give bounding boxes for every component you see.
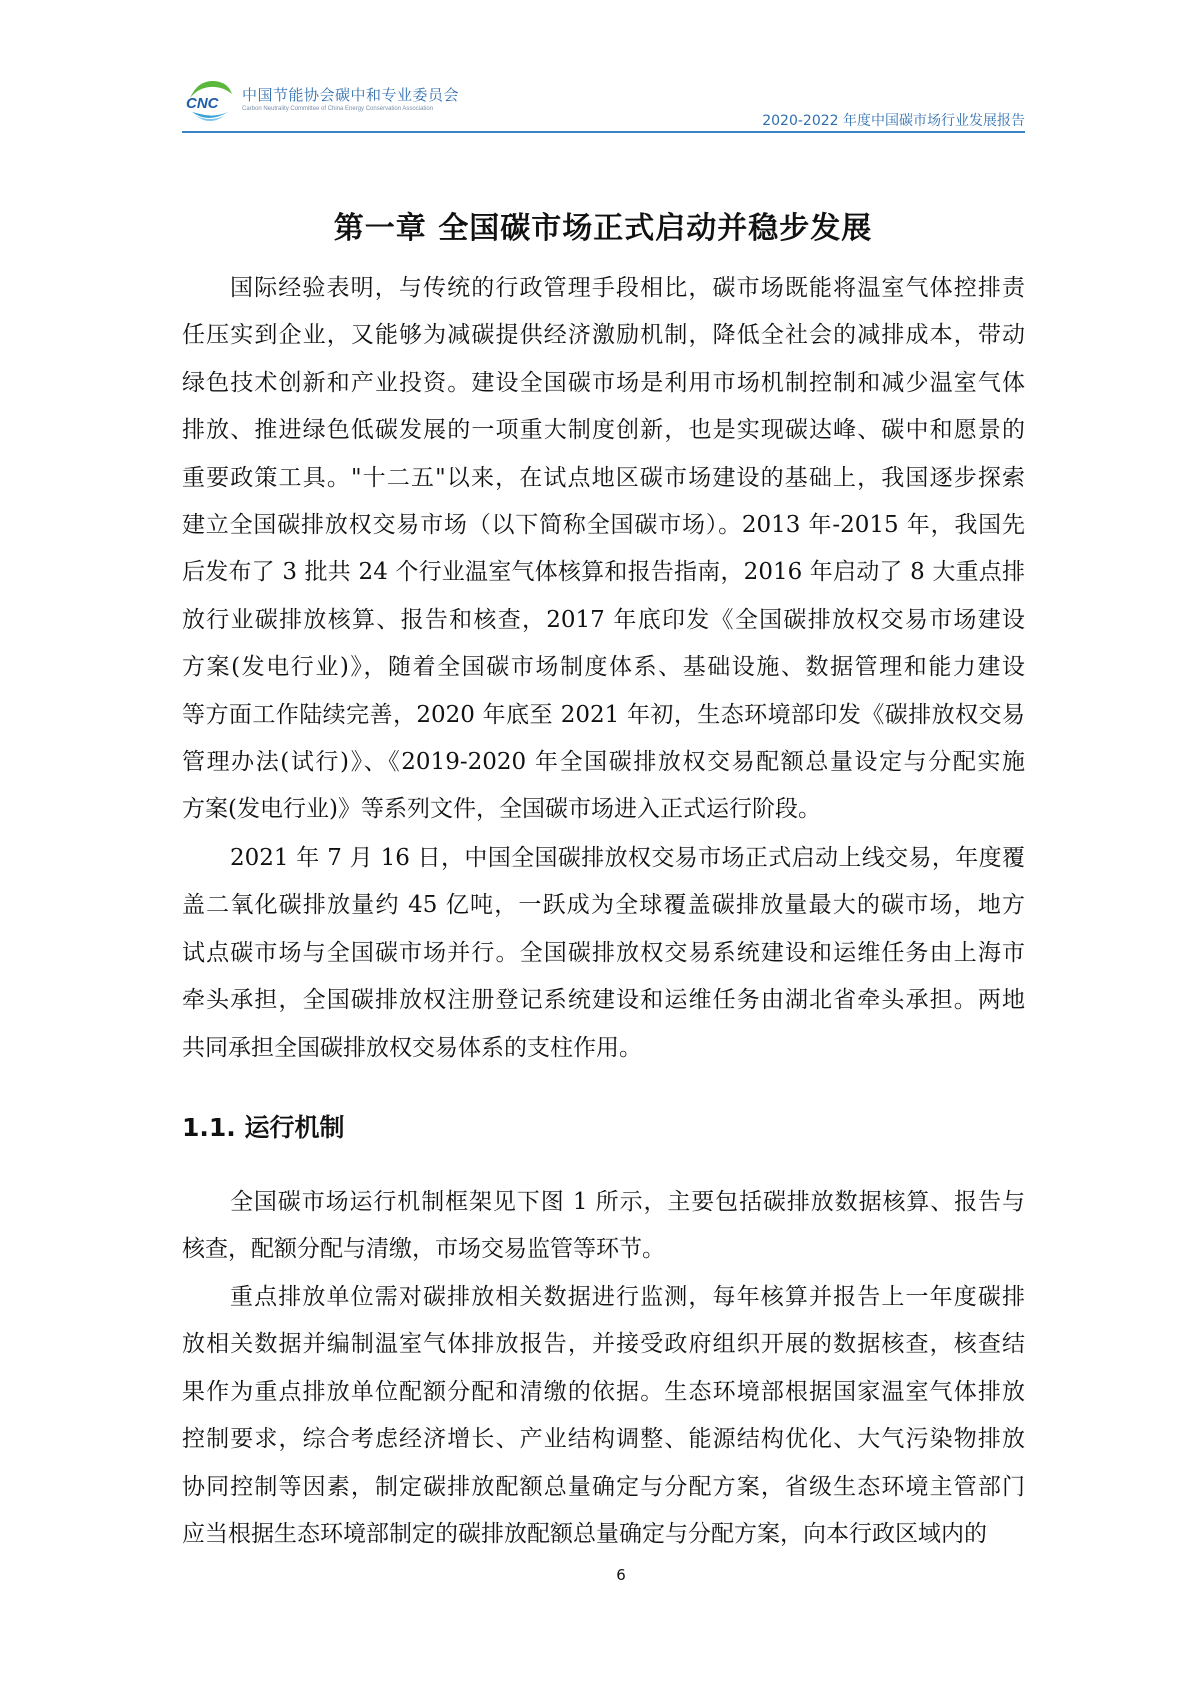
text-line: 后发布了 3 批共 24 个行业温室气体核算和报告指南，2016 年启动了 8 大重点排 <box>182 559 1025 586</box>
text-line: 应当根据生态环境部制定的碳排放配额总量确定与分配方案，向本行政区域内的 <box>182 1520 987 1547</box>
text-line: 绿色技术创新和产业投资。建设全国碳市场是利用市场机制控制和减少温室气体 <box>182 369 1025 396</box>
text-line: 重点排放单位需对碳排放相关数据进行监测，每年核算并报告上一年度碳排 <box>230 1284 1025 1310</box>
logo-water-swoosh <box>192 112 228 118</box>
text-line: 方案(发电行业)》等系列文件，全国碳市场进入正式运行阶段。 <box>182 796 821 823</box>
text-line: 放行业碳排放核算、报告和核查，2017 年底印发《全国碳排放权交易市场建设 <box>182 606 1025 633</box>
text-line: 重要政策工具。"十二五"以来，在试点地区碳市场建设的基础上，我国逐步探索 <box>182 464 1025 491</box>
section-heading: 1.1. 运行机制 <box>182 1113 345 1142</box>
page-number: 6 <box>616 1566 626 1584</box>
org-name-cn: 中国节能协会碳中和专业委员会 <box>242 86 460 104</box>
paragraph-framework <box>182 1179 1025 1274</box>
text-line: 管理办法(试行)》、《2019-2020 年全国碳排放权交易配额总量设定与分配实施 <box>182 748 1025 775</box>
text-line: 建立全国碳排放权交易市场（以下简称全国碳市场）。2013 年-2015 年，我国先 <box>182 511 1025 538</box>
text-line: 等方面工作陆续完善，2020 年底至 2021 年初，生态环境部印发《碳排放权交易 <box>182 701 1025 728</box>
cnc-logo <box>184 78 236 124</box>
chapter-title: 第一章 全国碳市场正式启动并稳步发展 <box>333 211 873 246</box>
text-line: 共同承担全国碳排放权交易体系的支柱作用。 <box>182 1034 642 1061</box>
text-line: 协同控制等因素，制定碳排放配额总量确定与分配方案，省级生态环境主管部门 <box>182 1473 1025 1500</box>
text-line: 果作为重点排放单位配额分配和清缴的依据。生态环境部根据国家温室气体排放 <box>182 1378 1025 1405</box>
logo-text: CNC <box>186 95 219 112</box>
text-line: 盖二氧化碳排放量约 45 亿吨，一跃成为全球覆盖碳排放量最大的碳市场，地方 <box>182 892 1025 919</box>
text-line: 控制要求，综合考虑经济增长、产业结构调整、能源结构优化、大气污染物排放 <box>182 1426 1025 1453</box>
report-title: 2020-2022 年度中国碳市场行业发展报告 <box>762 113 1025 129</box>
text-line: 任压实到企业，又能够为减碳提供经济激励机制，降低全社会的减排成本，带动 <box>182 322 1025 349</box>
paragraph-emitters <box>182 1274 1025 1558</box>
text-line: 核查，配额分配与清缴，市场交易监管等环节。 <box>182 1236 665 1263</box>
text-line: 牵头承担，全国碳排放权注册登记系统建设和运维任务由湖北省牵头承担。两地 <box>182 987 1025 1014</box>
text-line: 2021 年 7 月 16 日，中国全国碳排放权交易市场正式启动上线交易，年度覆 <box>230 845 1025 871</box>
header-divider <box>182 131 1025 133</box>
text-line: 国际经验表明，与传统的行政管理手段相比，碳市场既能将温室气体控排责 <box>230 275 1025 301</box>
org-name-en: Carbon Neutrality Committee of China Energy Conservation Association <box>242 106 434 112</box>
paragraph-intro <box>182 265 1025 834</box>
text-line: 全国碳市场运行机制框架见下图 1 所示，主要包括碳排放数据核算、报告与 <box>230 1189 1025 1215</box>
text-line: 方案(发电行业)》，随着全国碳市场制度体系、基础设施、数据管理和能力建设 <box>182 654 1025 681</box>
text-line: 排放、推进绿色低碳发展的一项重大制度创新，也是实现碳达峰、碳中和愿景的 <box>182 417 1025 444</box>
text-line: 试点碳市场与全国碳市场并行。全国碳排放权交易系统建设和运维任务由上海市 <box>182 939 1025 966</box>
paragraph-launch <box>182 835 1025 1072</box>
text-line: 放相关数据并编制温室气体排放报告，并接受政府组织开展的数据核查，核查结 <box>182 1331 1025 1358</box>
